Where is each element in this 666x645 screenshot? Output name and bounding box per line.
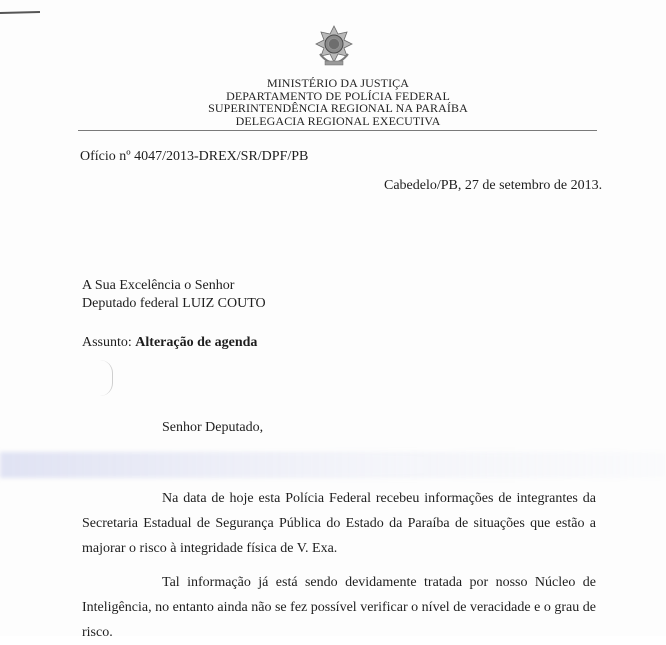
body-paragraph-2 <box>82 570 596 645</box>
subject-line <box>82 335 257 351</box>
header-divider <box>78 130 597 131</box>
recipient-title: A Sua Excelência o Senhor <box>82 278 235 293</box>
subject-value: Alteração de agenda <box>135 335 258 350</box>
salutation: Senhor Deputado, <box>162 420 264 435</box>
scan-corner-mark <box>0 11 40 14</box>
letterhead-department: DEPARTAMENTO DE POLÍCIA FEDERAL <box>226 88 450 103</box>
recipient-block <box>82 277 266 313</box>
letterhead-delegacy: DELEGACIA REGIONAL EXECUTIVA <box>235 113 441 128</box>
letterhead-superintendency: SUPERINTENDÊNCIA REGIONAL NA PARAÍBA <box>208 101 468 116</box>
recipient-name: Deputado federal LUIZ COUTO <box>82 296 266 311</box>
document-reference: Ofício nº 4047/2013-DREX/SR/DPF/PB <box>80 149 309 164</box>
subject-label: Assunto: <box>82 335 132 350</box>
scan-pencil-mark <box>100 360 113 396</box>
body-paragraph-1 <box>82 486 596 561</box>
paragraph-1-text: Na data de hoje esta Polícia Federal recebeu informações de integrantes da Secretaria Estadual de Segurança Pública do Estado da Paraíba de situações que estão a majorar o risco à integridade física de V. Exa. <box>82 491 596 556</box>
brazil-coat-of-arms-icon <box>312 24 356 68</box>
scan-artifact-band <box>0 452 666 478</box>
place-and-date: Cabedelo/PB, 27 de setembro de 2013. <box>384 178 603 193</box>
letterhead <box>180 77 496 127</box>
paragraph-2-text: Tal informação já está sendo devidamente tratada por nosso Núcleo de Inteligência, no entanto ainda não se fez possível verificar o nível de veracidade e o grau de risco. <box>82 575 596 640</box>
letterhead-ministry: MINISTÉRIO DA JUSTIÇA <box>266 76 410 90</box>
